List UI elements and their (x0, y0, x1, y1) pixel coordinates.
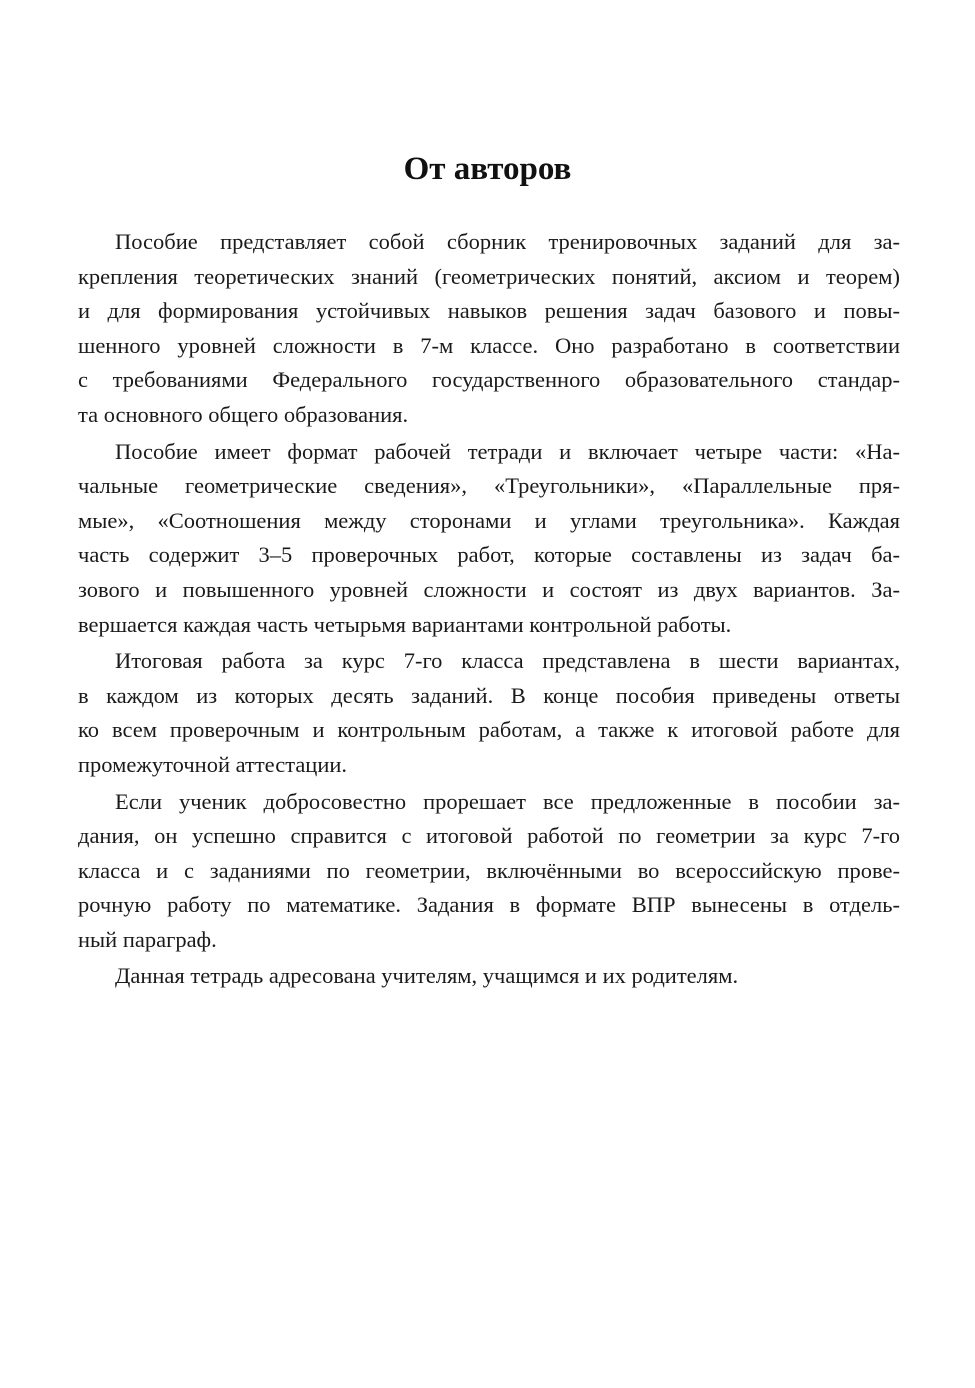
paragraph-5 (78, 959, 900, 994)
text-line: рочную работу по математике. Задания в формате ВПР вынесены в отдель- (78, 892, 900, 918)
text-line: ный параграф. (78, 926, 217, 952)
text-line: часть содержит 3–5 проверочных работ, которые составлены из задач ба- (78, 542, 900, 568)
text-line: Пособие имеет формат рабочей тетради и включает четыре части: «На- (115, 438, 900, 464)
text-line: вершается каждая часть четырьмя вариантами контрольной работы. (78, 611, 732, 637)
text-line: класса и с заданиями по геометрии, включёнными во всероссийскую прове- (78, 857, 900, 883)
text-line: мые», «Соотношения между сторонами и углами треугольника». Каждая (78, 507, 900, 533)
body-text (78, 225, 900, 996)
text-line: с требованиями Федерального государственного образовательного стандар- (78, 367, 900, 393)
paragraph-1 (78, 225, 900, 433)
text-line: зового и повышенного уровней сложности и состоят из двух вариантов. За- (78, 576, 900, 602)
text-line: Данная тетрадь адресована учителям, учащимся и их родителям. (115, 963, 739, 989)
text-line: шенного уровней сложности в 7-м классе. Оно разработано в соответствии (78, 332, 900, 358)
paragraph-3 (78, 644, 900, 782)
text-line: крепления теоретических знаний (геометрических понятий, аксиом и теорем) (78, 263, 900, 289)
text-line: та основного общего образования. (78, 401, 409, 427)
text-line: промежуточной аттестации. (78, 751, 348, 777)
paragraph-2 (78, 435, 900, 643)
text-line: Итоговая работа за курс 7-го класса представлена в шести вариантах, (115, 648, 900, 674)
page-title: От авторов (403, 151, 572, 187)
text-line: дания, он успешно справится с итоговой работой по геометрии за курс 7-го (78, 823, 900, 849)
text-line: Пособие представляет собой сборник тренировочных заданий для за- (115, 229, 900, 254)
text-line: в каждом из которых десять заданий. В конце пособия приведены ответы (78, 682, 900, 708)
paragraph-4 (78, 785, 900, 958)
text-line: ко всем проверочным и контрольным работам, а также к итоговой работе для (78, 717, 900, 743)
text-line: чальные геометрические сведения», «Треугольники», «Параллельные пря- (78, 473, 900, 499)
text-line: и для формирования устойчивых навыков решения задач базового и повы- (78, 298, 900, 324)
text-line: Если ученик добросовестно прорешает все предложенные в пособии за- (115, 788, 900, 814)
